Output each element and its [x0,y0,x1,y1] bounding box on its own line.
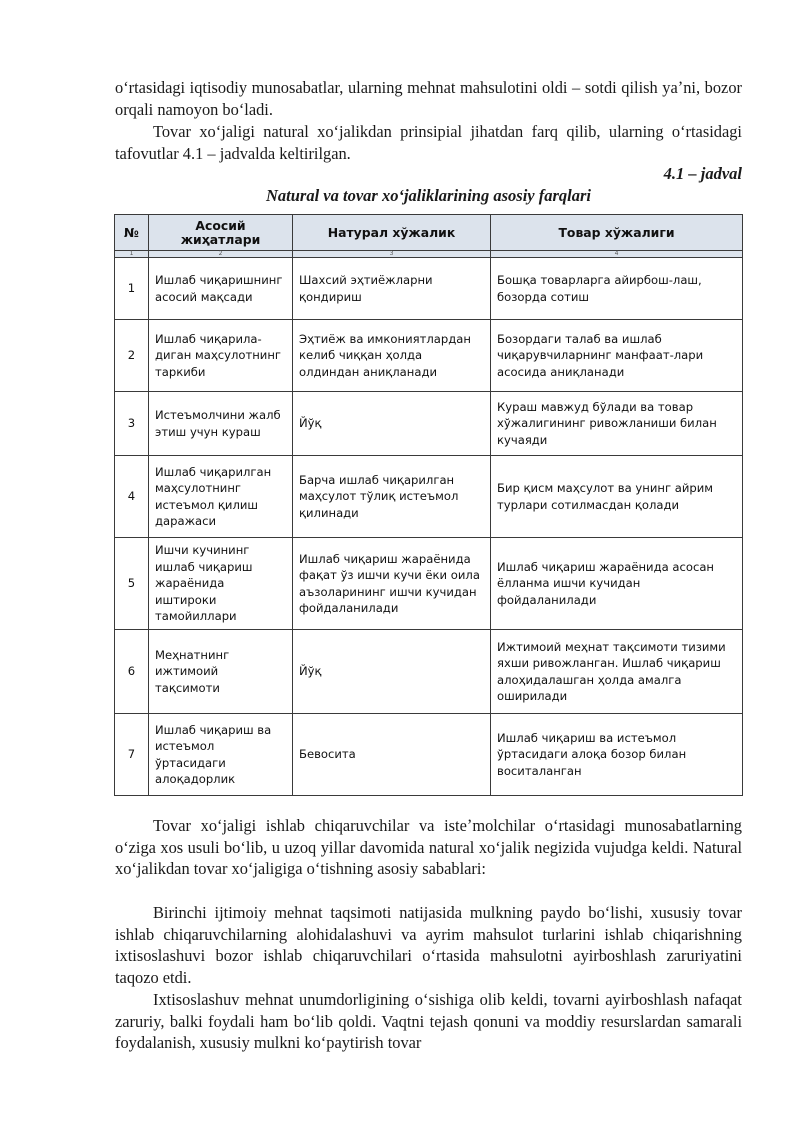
row-tovar: Бошқа товарларга айирбош-лаш, бозорда сотиш [491,258,743,320]
header-aspect: Асосий жиҳатлари [149,215,293,251]
row-num: 1 [115,258,149,320]
row-aspect: Меҳнатнинг ижтимоий тақсимоти [149,630,293,714]
table-index-row [115,251,743,258]
row-num: 2 [115,320,149,392]
row-tovar: Ишлаб чиқариш ва истеъмол ўртасидаги алоқа бозор билан воситаланган [491,714,743,796]
table-header-row [115,215,743,251]
paragraph-table-reference: Tovar xoʻjaligi natural xoʻjalikdan prinsipial jihatdan farq qilib, ularning oʻrtasidagi tafovutlar 4.1 – jadvalda keltirilgan. [115,122,742,163]
row-aspect: Истеъмолчини жалб этиш учун кураш [149,392,293,456]
row-tovar: Кураш мавжуд бўлади ва товар хўжалигининг ривожланиши билан кучаяди [491,392,743,456]
row-aspect: Ишлаб чиқарилган маҳсулотнинг истеъмол қилиш даражаси [149,456,293,538]
row-tovar: Ишлаб чиқариш жараёнида асосан ёлланма ишчи кучидан фойдаланилади [491,538,743,630]
header-natural: Натурал хўжалик [293,215,491,251]
row-tovar: Бир қисм маҳсулот ва унинг айрим турлари сотилмасдан қолади [491,456,743,538]
paragraph-ixtisoslashuv: Ixtisoslashuv mehnat unumdorligining oʻsishiga olib keldi, tovarni ayirboshlash nafaqat zaruriy, balki foydali ham boʻlib qoldi. Vaqtni tejash qonuni va moddiy resurslardan samarali foydalanish, xususiy mulkni koʻpaytirish tovar [115,990,742,1052]
row-natural: Йўқ [293,392,491,456]
row-natural: Бевосита [293,714,491,796]
row-aspect: Ишлаб чиқариш ва истеъмол ўртасидаги алоқадорлик [149,714,293,796]
paragraph-tovar-xojaligi: Tovar xoʻjaligi ishlab chiqaruvchilar va isteʼmolchilar oʻrtasidagi munosabatlarning oʻziga xos usuli boʻlib, u uzoq yillar davomida natural xoʻjalik negizida vujudga keldi. Natural xoʻjalikdan tovar xoʻjaligiga oʻtishning asosiy sabablari: [115,816,742,878]
table-row [115,258,743,320]
table-row [115,456,743,538]
index-cell: 3 [293,251,491,258]
row-tovar: Ижтимоий меҳнат тақсимоти тизими яхши ривожланган. Ишлаб чиқариш алоҳидалашган ҳолда амалга оширилади [491,630,743,714]
row-natural: Шахсий эҳтиёжларни қондириш [293,258,491,320]
row-aspect: Ишчи кучининг ишлаб чиқариш жараёнида иштироки тамойиллари [149,538,293,630]
index-cell: 2 [149,251,293,258]
row-aspect: Ишлаб чиқарила-диган маҳсулотнинг таркиби [149,320,293,392]
row-tovar: Бозордаги талаб ва ишлаб чиқарувчиларнинг манфаат-лари асосида аниқланади [491,320,743,392]
header-num: № [115,215,149,251]
table-row [115,630,743,714]
table-row [115,392,743,456]
row-natural: Барча ишлаб чиқарилган маҳсулот тўлиқ истеъмол қилинади [293,456,491,538]
table-row [115,320,743,392]
row-natural: Эҳтиёж ва имкониятлардан келиб чиққан ҳолда олдиндан аниқланади [293,320,491,392]
row-num: 7 [115,714,149,796]
paragraph-intro: oʻrtasidagi iqtisodiy munosabatlar, ularning mehnat mahsulotini oldi – sotdi qilish yaʼni, bozor orqali namoyon boʻladi. [115,78,742,119]
row-num: 3 [115,392,149,456]
comparison-table [114,214,743,796]
row-num: 5 [115,538,149,630]
table-number: 4.1 – jadval [663,164,742,183]
table-row [115,714,743,796]
row-num: 4 [115,456,149,538]
row-aspect: Ишлаб чиқаришнинг асосий мақсади [149,258,293,320]
header-tovar: Товар хўжалиги [491,215,743,251]
table-row [115,538,743,630]
index-cell: 4 [491,251,743,258]
table-title: Natural va tovar xoʻjaliklarining asosiy farqlari [266,186,591,205]
row-natural: Йўқ [293,630,491,714]
paragraph-birinchi: Birinchi ijtimoiy mehnat taqsimoti natijasida mulkning paydo boʻlishi, xususiy tovar ishlab chiqaruvchilarning alohidalashuvi va ayrim mahsulot turlarini ishlab chiqarishning ixtisoslashuvi bozor ishlab chiqaruvchilari oʻrtasida mahsulotni ayirboshlash zaruriyatini taqozo etdi. [115,903,742,987]
index-cell: 1 [115,251,149,258]
row-natural: Ишлаб чиқариш жараёнида фақат ўз ишчи кучи ёки оила аъзоларининг ишчи кучидан фойдаланилади [293,538,491,630]
row-num: 6 [115,630,149,714]
